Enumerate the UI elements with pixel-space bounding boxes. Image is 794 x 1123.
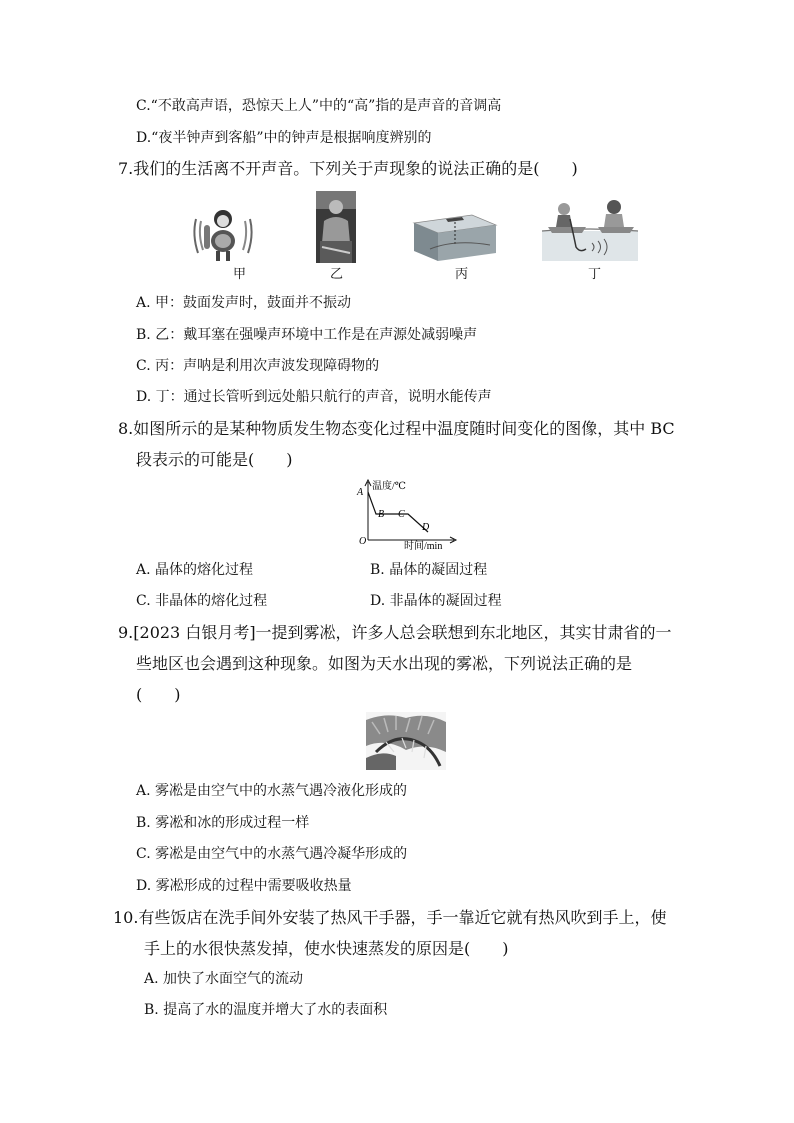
- q9-option-a: A. 雾凇是由空气中的水蒸气遇冷液化形成的: [136, 783, 408, 799]
- q8-option-d: D. 非晶体的凝固过程: [370, 593, 502, 609]
- question-number: 7.: [118, 159, 134, 178]
- graph-point-c: C: [398, 509, 405, 520]
- question-text: 我们的生活离不开声音。下列关于声现象的说法正确的是( ): [133, 159, 578, 178]
- question-number: 8.: [118, 419, 134, 438]
- q7-option-a: A. 甲：鼓面发声时，鼓面并不振动: [136, 295, 352, 311]
- question-7-stem: [118, 161, 578, 177]
- question-9-stem-line3: ( ): [136, 685, 181, 704]
- question-number: 10.: [113, 908, 139, 927]
- question-10-stem-line2: 手上的水很快蒸发掉，使水快速蒸发的原因是( ): [144, 939, 509, 958]
- caption-yi: 乙: [330, 267, 344, 282]
- temperature-time-graph: [352, 478, 462, 550]
- question-10-stem-line1: [113, 910, 666, 926]
- caption-ding: 丁: [588, 267, 602, 282]
- graph-point-a: A: [357, 487, 364, 498]
- q10-option-a: A. 加快了水面空气的流动: [144, 971, 304, 987]
- q9-option-b: B. 雾凇和冰的形成过程一样: [136, 815, 310, 831]
- caption-bing: 丙: [455, 267, 469, 282]
- question-9-stem-line1: [118, 625, 672, 641]
- q8-option-b: B. 晶体的凝固过程: [370, 562, 488, 578]
- sonar-ship-figure: [410, 205, 498, 263]
- question-text: 如图所示的是某种物质发生物态变化过程中温度随时间变化的图像，其中 BC: [133, 419, 675, 438]
- rime-photo: [366, 712, 446, 770]
- question-text: [2023 白银月考]一提到雾凇，许多人总会联想到东北地区，其实甘肃省的一: [133, 623, 672, 642]
- caption-jia: 甲: [233, 267, 247, 282]
- q8-option-a: A. 晶体的熔化过程: [136, 562, 254, 578]
- q9-option-d: D. 雾凇形成的过程中需要吸收热量: [136, 878, 352, 894]
- long-tube-listening-figure: [540, 197, 640, 263]
- drum-vibration-figure: [190, 205, 256, 263]
- option-d-prev: D.“夜半钟声到客船”中的钟声是根据响度辨别的: [136, 130, 432, 146]
- question-number: 9.: [118, 623, 134, 642]
- q7-option-c: C. 丙：声呐是利用次声波发现障碍物的: [136, 358, 380, 374]
- q9-option-c: C. 雾凇是由空气中的水蒸气遇冷凝华形成的: [136, 846, 408, 862]
- q8-option-c: C. 非晶体的熔化过程: [136, 593, 268, 609]
- option-c-prev: C.“不敢高声语，恐惊天上人”中的“高”指的是声音的音调高: [136, 98, 502, 114]
- question-8-stem-line2: 段表示的可能是( ): [136, 450, 293, 469]
- question-8-stem-line1: [118, 421, 675, 437]
- graph-xlabel: 时间/min: [404, 541, 443, 550]
- question-text: 有些饭店在洗手间外安装了热风干手器，手一靠近它就有热风吹到手上，使: [138, 908, 667, 927]
- graph-origin: O: [359, 536, 367, 547]
- graph-point-d: D: [422, 522, 430, 533]
- q10-option-b: B. 提高了水的温度并增大了水的表面积: [144, 1002, 388, 1018]
- worker-earplugs-photo: [316, 191, 356, 263]
- q7-option-b: B. 乙：戴耳塞在强噪声环境中工作是在声源处减弱噪声: [136, 327, 478, 343]
- graph-point-b: B: [378, 509, 385, 520]
- question-9-stem-line2: 些地区也会遇到这种现象。如图为天水出现的雾凇，下列说法正确的是: [136, 654, 633, 673]
- q7-option-d: D. 丁：通过长管听到远处船只航行的声音，说明水能传声: [136, 389, 492, 405]
- graph-ylabel: 温度/℃: [372, 481, 406, 492]
